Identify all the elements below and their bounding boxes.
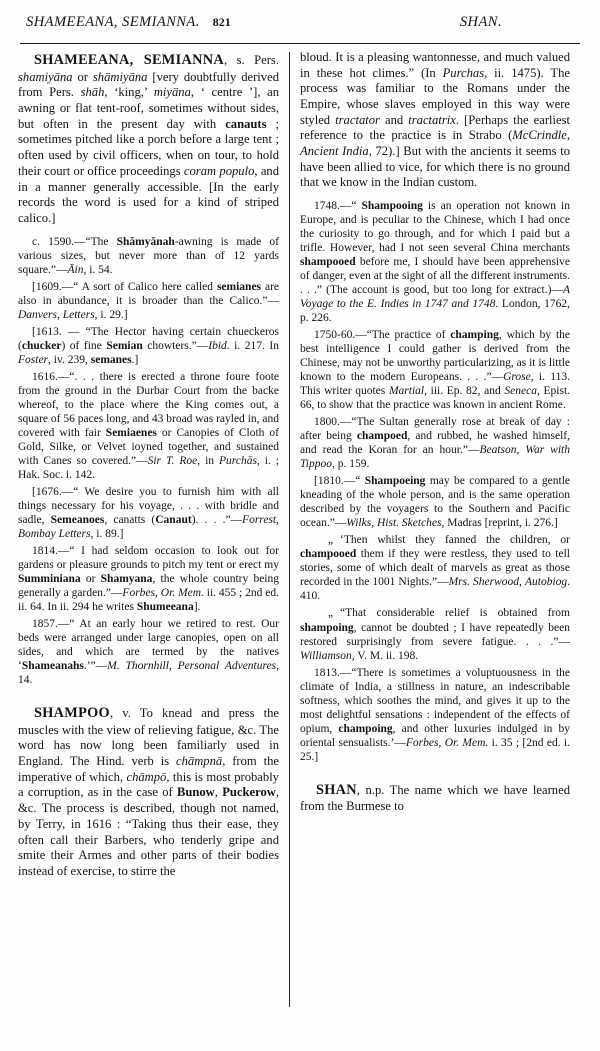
- quote-ditto-2-text: “That considerable relief is obtained from shampoing, cannot be doubted ; I have repeatedly been restored surprisingly from severe fatigue. . . .”—Williamson, V. M. ii. 198.: [300, 607, 570, 662]
- quote-1814: 1814.—“ I had seldom occasion to look out for gardens or pleasure grounds to pitch my tent or erect my Summiniana or Shamyana, the whole country being generally a garden.”—Forbes, Or. Mem. ii. 455 ; 2nd ed. ii. 64. In ii. 294 he writes Shumeeana].: [18, 544, 279, 613]
- running-head: [18, 14, 582, 36]
- running-head-right: SHAN.: [459, 14, 502, 30]
- column-divider: [289, 52, 290, 1007]
- shampoo-entry: [18, 705, 279, 880]
- left-column: [18, 50, 289, 1035]
- shameeana-entry: [18, 52, 279, 227]
- quote-1609: [1609.—“ A sort of Calico here called semianes are also in abundance, it is broader than the Calico.”—Danvers, Letters, i. 29.]: [18, 280, 279, 321]
- quote-1813: 1813.—“There is sometimes a voluptuousness in the climate of India, a stillness in nature, an indescribable softness, which soothes the mind, and gives it up to the most delightful sensations : independent of the effects of opium, champoing, and other luxuries indulged in by oriental sensualists.’—Forbes, Or. Mem. i. 35 ; [2nd ed. i. 25.]: [300, 666, 570, 763]
- quote-ditto-1-text: ‘Then whilst they fanned the children, or champooed them if they were restless, they used to tell stories, some of which dealt of marvels as great as those recorded in the 1001 Nights.”—Mrs. Sherwood, Autobiog. 410.: [300, 534, 571, 603]
- spacer: [18, 227, 279, 232]
- page-number: 821: [212, 15, 231, 29]
- right-column: [299, 50, 570, 1035]
- quote-1857: 1857.—“ At an early hour we retired to rest. Our beds were arranged under large canopies, open on all sides, and which are termed by the natives ‘Shameanahs.’”—M. Thornhill, Personal Adventures, 14.: [18, 617, 280, 686]
- ditto-marker: „: [328, 534, 334, 547]
- shameeana-body: , s. Pers. shamiyāna or shāmiyāna [very doubtfully derived from Pers. shāh, ‘king,’ miyāna, ‘ centre ’], an awning or flat tent-roof, sometimes without sides, but often in the present day with canauts ; sometimes pitched like a porch before a large tent ; often used by civil officers, when on tour, to hold their court or office proceedings coram populo, and in a manner generally accessible. [In the early records the word is used for a kind of striped calico.]: [18, 53, 280, 225]
- quote-1590: c. 1590.—“The Shămyănah-awning is made of various sizes, but never more than of 12 yards square.”—Āin, i. 54.: [18, 235, 279, 276]
- quote-ditto-2: [300, 606, 570, 662]
- column-container: [18, 50, 582, 1035]
- quote-1750-60: 1750-60.—“The practice of champing, which by the best intelligence I could gather is derived from the Chinese, may not be unworthy particularizing, as it is little known to the modern Europeans. . . .”—Grose, i. 113. This writer quotes Martial, iii. Ep. 82, and Seneca, Epist. 66, to show that the practice was known in ancient Rome.: [300, 329, 571, 412]
- shan-headword: SHAN: [316, 781, 357, 798]
- spacer: [18, 687, 279, 703]
- shameeana-headword: SHAMEEANA, SEMIANNA: [34, 52, 224, 68]
- quote-1810: [1810.—“ Shampoeing may be compared to a gentle kneading of the whole person, and is the same operation described by the voyagers to the Southern and Pacific ocean.”—Wilks, Hist. Sketches, Madras [reprint, i. 276.]: [300, 475, 571, 530]
- quote-1616: 1616.—“. . . there is erected a throne foure foote from the ground in the Durbar Court from the backe whereof, to the place where the King comes out, a square of 56 paces long, and 43 broad was rayled in, and covered with fair Semiaenes or Canopies of Cloth of Gold, Silke, or Velvet ioyned together, and sustained with Canes so covered.”—Sir T. Roe, in Purchās, i. ; Hak. Soc. i. 142.: [18, 370, 280, 481]
- quote-1613: [1613. — “The Hector having certain chueckeros (chucker) of fine Semian chowters.”—Ibid. i. 217. In Foster, iv. 239, semanes.]: [18, 325, 279, 366]
- quote-ditto-1: [300, 533, 570, 603]
- spacer: [300, 191, 570, 196]
- shampoo-continuation: bloud. It is a pleasing wantonnesse, and much valued in these hot climes.” (In Purchas, ii. 1475). The process was familiar to the Romans under the Empire, whose slaves employed in this way were styled tractator and tractatrix. [Perhaps the earliest reference to the practice is in Strabo (McCrindle, Ancient India, 72).] But with the ancients it seems to have been allied to vice, for which there is no ground that we know in the Indian custom.: [300, 50, 571, 190]
- quote-1748: 1748.—“ Shampooing is an operation not known in Europe, and is peculiar to the Chinese, which I had once the curiosity to go through, and for which I paid but a trifle. However, had I not seen several China merchants shampooed before me, I should have been apprehensive of danger, even at the sight of all the different instruments. . . .” (The account is good, but too long for extract.)—A Voyage to the E. Indies in 1747 and 1748. London, 1762, p. 226.: [300, 200, 570, 325]
- header-rule: [20, 43, 580, 44]
- spacer: [300, 764, 570, 780]
- quote-1800: 1800.—“The Sultan generally rose at break of day : after being champoed, and rubbed, he washed himself, and read the Koran for an hour.”—Beatson, War with Tippoo, p. 159.: [300, 416, 570, 471]
- running-head-left: SHAMEEANA, SEMIANNA.: [26, 14, 200, 30]
- shampoo-body: , v. To knead and press the muscles with the view of relieving fatigue, &c. The word has now long been familiarly used in England. The Hind. verb is chāmpnā, from the imperative of which, chāmpō, this is most probably a corruption, as in the case of Bunow, Puckerow, &c. The process is described, though not named, by Terry, in 1616 : “Taking thus their ease, they often call their Barbers, who tenderly gripe and smite their Armes and other parts of their bodies instead of exercise, to stirre the: [18, 706, 280, 878]
- ditto-marker: „: [328, 607, 334, 620]
- shan-body: , n.p. The name which we have learned from the Burmese to: [300, 782, 570, 814]
- quote-1676: [1676.—“ We desire you to furnish him with all things necessary for his voyage, . . . with bridle and sadle, Semeanoes, canatts (Canaut). . . .”—Forrest, Bombay Letters, i. 89.]: [18, 485, 279, 540]
- shan-entry: [300, 782, 570, 815]
- shampoo-headword: SHAMPOO: [34, 705, 110, 721]
